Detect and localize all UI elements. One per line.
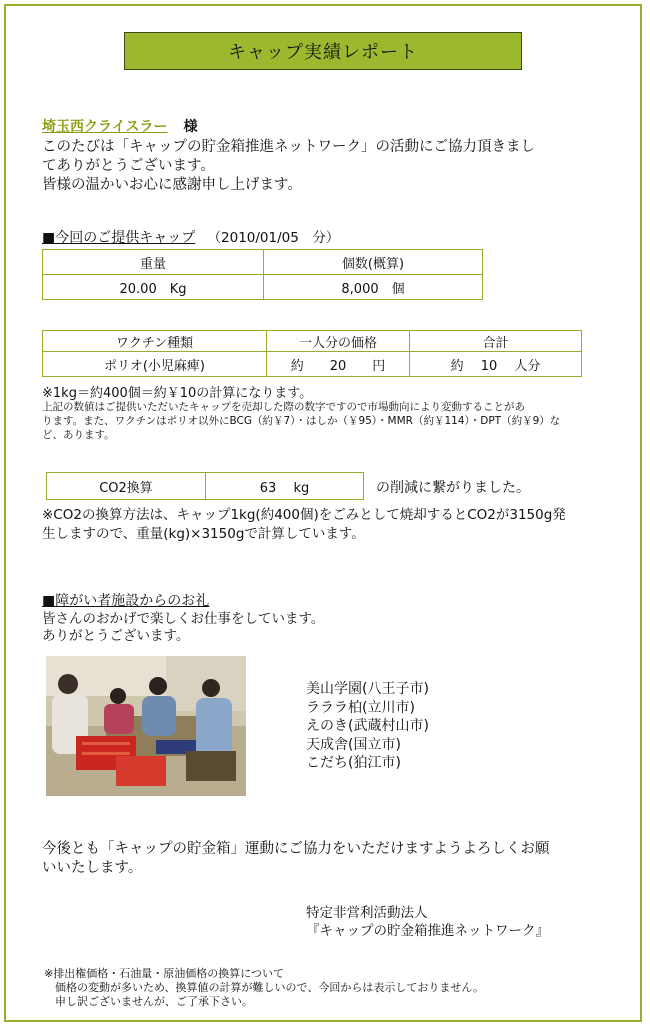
detail-line: 上記の数値はご提供いただいたキャップを売却した際の数字ですので市場動向により変動することがあ [42, 401, 525, 413]
table-row [43, 250, 483, 275]
detail-line: ります。また、ワクチンはポリオ以外にBCG（約￥7）・はしか（￥95）・MMR（約￥114）・DPT（約￥9）な [42, 415, 561, 427]
footer-line: ※排出権価格・石油量・原油価格の換算について [44, 967, 284, 980]
table-row [47, 473, 364, 500]
org-line: 特定非営利活動法人 [306, 905, 428, 921]
report-title: キャップ実績レポート [124, 32, 522, 70]
thanks-message [42, 611, 324, 645]
facility-list [306, 680, 429, 773]
greeting-line: 皆様の温かいお心に感謝申し上げます。 [42, 177, 302, 193]
list-item: 天成舎(国立市) [306, 736, 401, 753]
header-cell-weight: 重量 [43, 250, 264, 275]
header-cell-count: 個数(概算) [264, 250, 483, 275]
closing-message [42, 840, 550, 878]
list-item: えのき(武蔵村山市) [306, 718, 429, 734]
table-row [43, 352, 582, 377]
table-row [43, 275, 483, 300]
co2-note [42, 506, 566, 544]
cell-weight: 20.00 Kg [43, 275, 264, 300]
thanks-line: ありがとうございます。 [42, 628, 190, 644]
thanks-line: 皆さんのおかげで楽しくお仕事をしています。 [42, 611, 325, 627]
cell-price: 約 20 円 [267, 352, 410, 377]
greeting-line: てありがとうございます。 [42, 158, 215, 174]
provided-table [42, 249, 483, 300]
list-item: ラララ柏(立川市) [306, 699, 415, 716]
co2-label: CO2換算 [47, 473, 206, 500]
recipient-name: 埼玉西クライスラー [42, 119, 168, 135]
recipient-honorific: 様 [183, 119, 198, 135]
cell-total: 約 10 人分 [410, 352, 582, 377]
provided-heading [42, 226, 339, 247]
thanks-title-text: ■障がい者施設からのお礼 [42, 593, 210, 609]
greeting [42, 138, 535, 195]
co2-table [46, 472, 364, 500]
org-line: 『キャップの貯金箱推進ネットワーク』 [306, 923, 549, 939]
provided-date: （2010/01/05 分） [207, 230, 340, 246]
note-line: ※CO2の換算方法は、キャップ1kg(約400個)をごみとして焼却するとCO2が3150g発 [42, 507, 566, 523]
header-cell-vaccine: ワクチン種類 [43, 331, 267, 352]
cell-vaccine: ポリオ(小児麻痺) [43, 352, 267, 377]
vaccine-detail [42, 400, 560, 442]
provided-section-title: ■今回のご提供キャップ [42, 230, 196, 246]
organization [306, 904, 549, 940]
list-item: 美山学園(八王子市) [306, 681, 429, 697]
recipient-line [42, 116, 197, 136]
facility-photo [46, 656, 246, 796]
table-row [43, 331, 582, 352]
co2-value: 63 kg [206, 473, 364, 500]
calc-note: ※1kg＝約400個＝約￥10の計算になります。 [42, 386, 313, 401]
list-item: こだち(狛江市) [306, 755, 401, 771]
thanks-section-title [42, 590, 209, 610]
closing-line: 今後とも「キャップの貯金箱」運動にご協力をいただけますようよろしくお願 [42, 841, 550, 857]
detail-line: ど、あります。 [42, 429, 115, 441]
header-cell-total: 合計 [410, 331, 582, 352]
footer-note [44, 967, 484, 1009]
co2-suffix: の削減に繋がりました。 [376, 480, 530, 496]
greeting-line: このたびは「キャップの貯金箱推進ネットワーク」の活動にご協力頂きまし [42, 139, 535, 155]
note-line: 生しますので、重量(kg)×3150gで計算しています。 [42, 526, 365, 542]
footer-line: 価格の変動が多いため、換算値の計算が難しいので、今回からは表示しておりません。 [44, 981, 484, 994]
closing-line: いいたします。 [42, 860, 143, 876]
header-cell-price: 一人分の価格 [267, 331, 410, 352]
footer-line: 申し訳ございませんが、ご了承下さい。 [44, 995, 253, 1008]
cell-count: 8,000 個 [264, 275, 483, 300]
vaccine-table [42, 330, 582, 377]
